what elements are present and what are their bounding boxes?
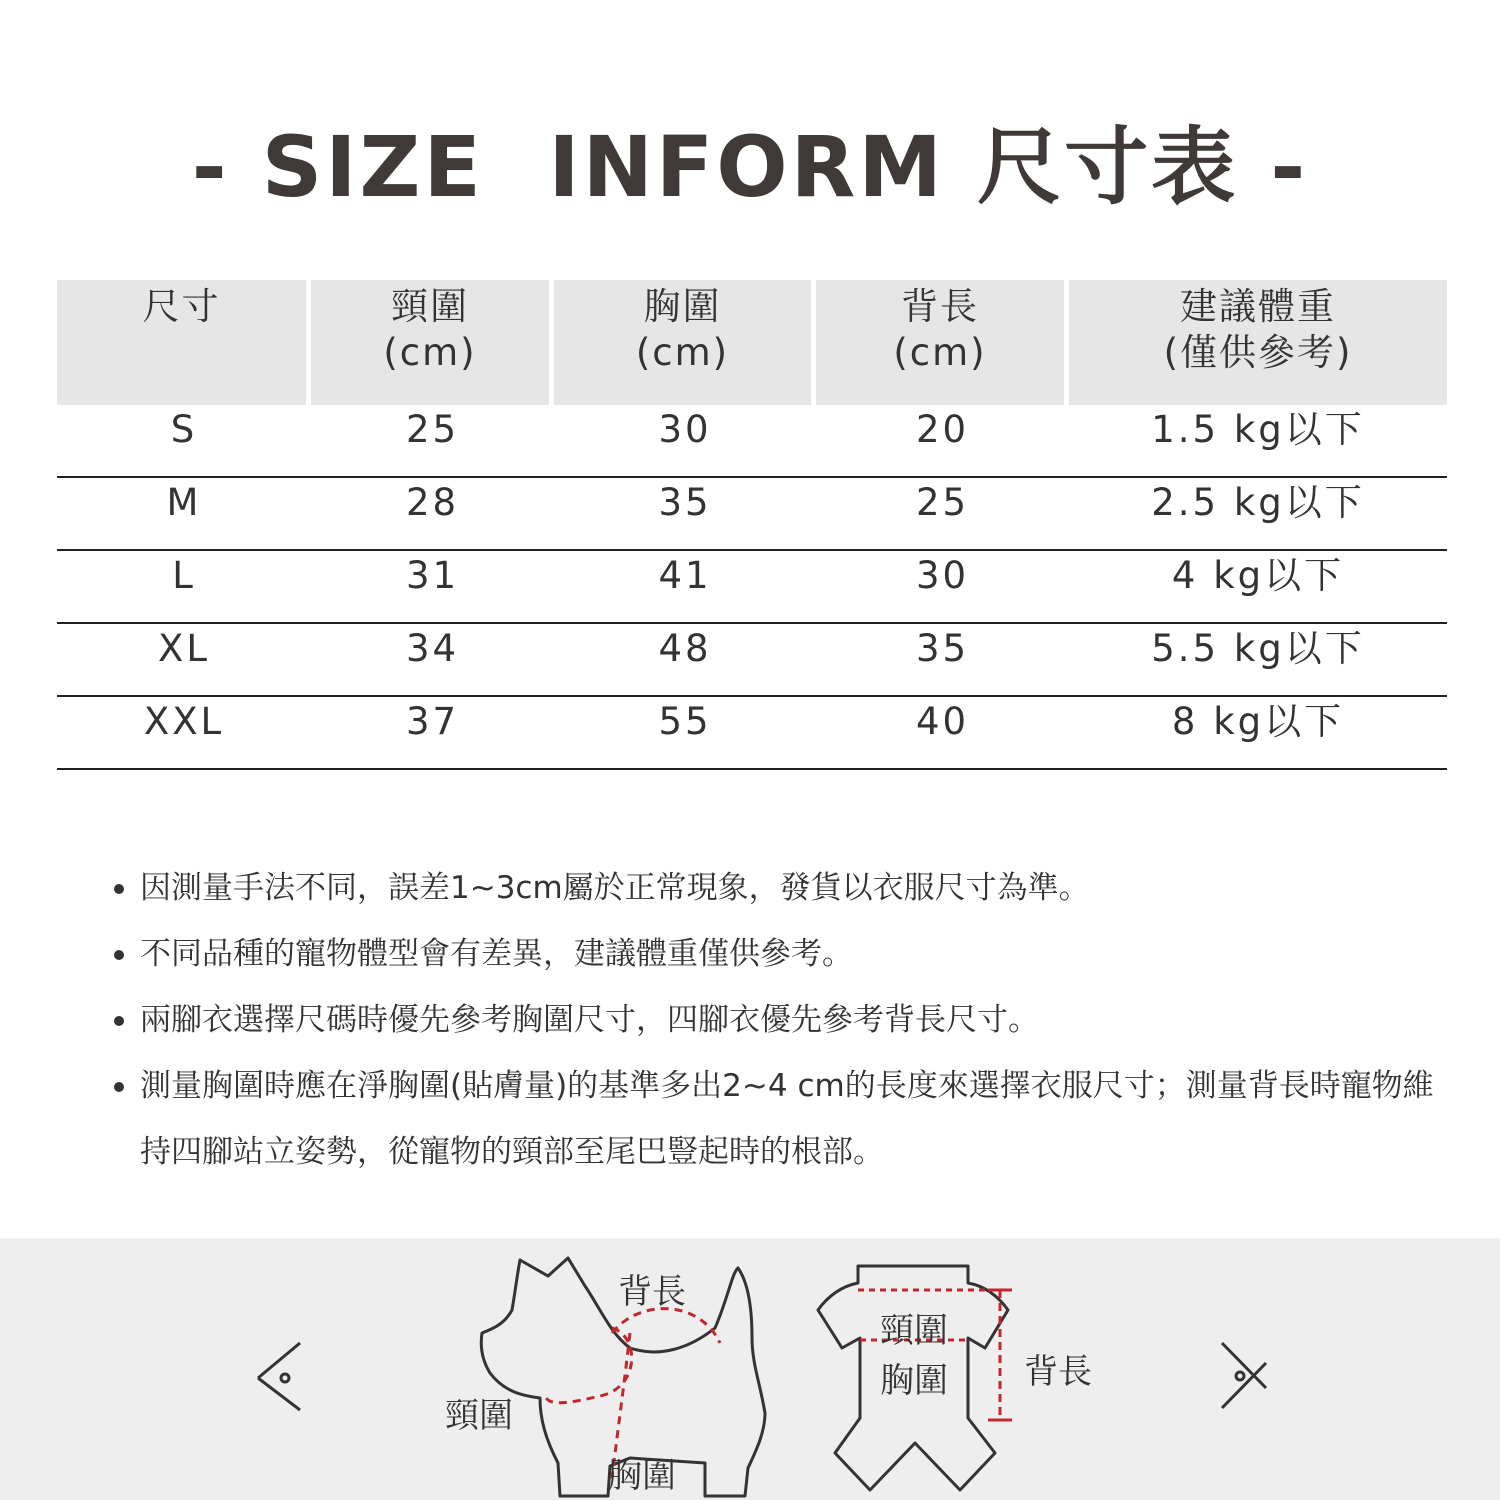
header-label: 建議體重	[1180, 285, 1336, 328]
cell-size: M	[57, 478, 311, 551]
cell-size: L	[57, 551, 311, 624]
dog-neck-label: 頸圍	[445, 1396, 513, 1436]
cell-back: 35	[816, 624, 1069, 697]
notes-list	[110, 855, 1440, 1185]
cell-weight: 1.5 kg以下	[1069, 405, 1447, 478]
table-header-row	[57, 280, 1447, 405]
header-chest	[554, 280, 816, 405]
cell-back: 20	[816, 405, 1069, 478]
header-unit: (cm)	[383, 331, 477, 374]
cell-weight: 4 kg以下	[1069, 551, 1447, 624]
table-row	[57, 405, 1447, 478]
diagram-illustration	[0, 1238, 1500, 1500]
cell-neck: 25	[311, 405, 554, 478]
header-label: 頸圍	[391, 285, 469, 328]
table-row	[57, 478, 1447, 551]
dog-chest-label: 胸圍	[608, 1456, 676, 1496]
cell-size: XXL	[57, 697, 311, 770]
cell-chest: 30	[554, 405, 816, 478]
header-unit: (僅供參考)	[1163, 331, 1353, 374]
dog-back-label: 背長	[618, 1272, 686, 1312]
header-unit: (cm)	[893, 331, 987, 374]
cell-neck: 31	[311, 551, 554, 624]
garment-chest-label: 胸圍	[880, 1361, 948, 1401]
cell-neck: 34	[311, 624, 554, 697]
cell-weight: 8 kg以下	[1069, 697, 1447, 770]
cell-chest: 41	[554, 551, 816, 624]
cell-neck: 37	[311, 697, 554, 770]
measurement-diagram	[0, 1238, 1500, 1500]
table-row	[57, 697, 1447, 770]
page-title: - SIZE INFORM 尺寸表 -	[191, 118, 1309, 216]
header-neck	[311, 280, 554, 405]
header-back	[816, 280, 1069, 405]
header-label: 背長	[901, 285, 979, 328]
cell-weight: 2.5 kg以下	[1069, 478, 1447, 551]
garment-back-label: 背長	[1024, 1352, 1092, 1392]
cell-back: 25	[816, 478, 1069, 551]
cell-back: 40	[816, 697, 1069, 770]
cell-chest: 35	[554, 478, 816, 551]
scissors-right-icon	[1222, 1343, 1266, 1408]
list-item: 不同品種的寵物體型會有差異，建議體重僅供參考。	[110, 921, 1440, 987]
header-size	[57, 280, 311, 405]
size-table	[57, 280, 1447, 770]
garment-neck-label: 頸圍	[880, 1311, 948, 1351]
cell-size: XL	[57, 624, 311, 697]
scissors-left-icon	[258, 1343, 300, 1410]
header-unit: (cm)	[635, 331, 730, 374]
header-label: 尺寸	[142, 285, 221, 328]
header-label: 胸圍	[643, 285, 722, 328]
cell-back: 30	[816, 551, 1069, 624]
table-row	[57, 624, 1447, 697]
list-item: 兩腳衣選擇尺碼時優先參考胸圍尺寸，四腳衣優先參考背長尺寸。	[110, 987, 1440, 1053]
cell-size: S	[57, 405, 311, 478]
cell-neck: 28	[311, 478, 554, 551]
table-row	[57, 551, 1447, 624]
cell-chest: 55	[554, 697, 816, 770]
cell-chest: 48	[554, 624, 816, 697]
list-item: 測量胸圍時應在淨胸圍(貼膚量)的基準多出2~4 cm的長度來選擇衣服尺寸；測量背長時寵物維持四腳站立姿勢，從寵物的頸部至尾巴豎起時的根部。	[110, 1053, 1440, 1185]
list-item: 因測量手法不同，誤差1~3cm屬於正常現象，發貨以衣服尺寸為準。	[110, 855, 1440, 921]
cell-weight: 5.5 kg以下	[1069, 624, 1447, 697]
header-weight	[1069, 280, 1447, 405]
